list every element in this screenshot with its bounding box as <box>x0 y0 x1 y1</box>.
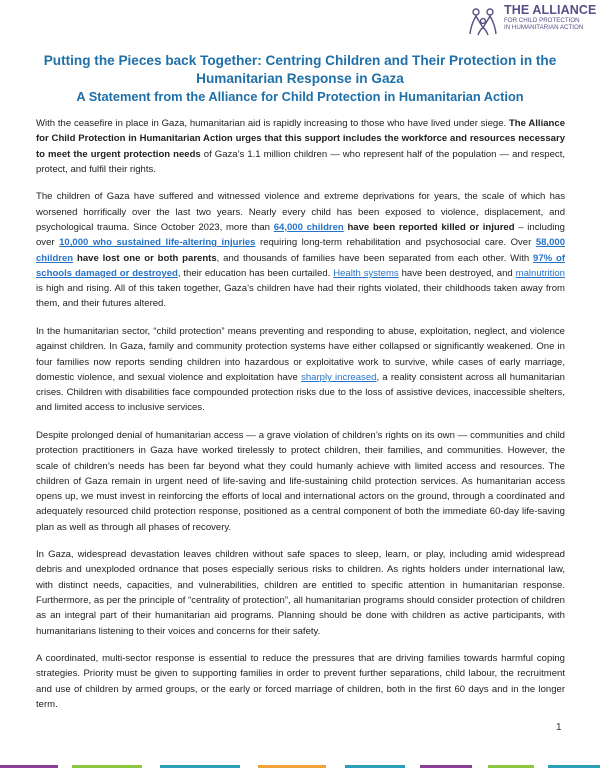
paragraph-6: A coordinated, multi-sector response is essential to reduce the pressures that are driving families towards harmful coping strategies. Priority must be given to supporting families in order to prevent further separations, child labour, the recruitment and use of children by armed groups, or the early or forced marriage of children, both in the first 60 days and in the longer term. <box>36 653 565 711</box>
footer-bar <box>488 765 534 768</box>
logo-subline-2: IN HUMANITARIAN ACTION <box>504 23 584 31</box>
link-malnutrition[interactable]: malnutrition <box>515 267 565 279</box>
link-schools-damaged[interactable]: 97% of schools damaged or destroyed <box>36 252 566 279</box>
text: have been destroyed, and <box>398 267 516 279</box>
paragraph-5: In Gaza, widespread devastation leaves children without safe spaces to sleep, learn, or play, including amid widespread debris and unexploded ordnance that poses especially serious risks to children. As rights holders under international law, with distinct needs, capacities, and vulnerabilities, children are entitled to specific attention in humanitarian response. Furthermore, as per the principle of “centrality of protection”, all humanitarian programs should consider protection of children as an integral part of their humanitarian aid programs. Planning should be done with children as active participants, with humanitarians listening to their voices and concerns for their safety. <box>36 549 565 637</box>
text: is high and rising. All of this taken together, Gaza’s children have had their rights violated, their childhoods taken away from them, and their futures altered. <box>36 283 565 310</box>
text: The children of Gaza have suffered and witnessed violence and extreme deprivations for years, the scale of which has worsened horrifically over the last two years. Nearly every child has been exposed to violence, displacement, and psychological trauma. Since October 2023, more than <box>36 191 565 233</box>
link-health-systems[interactable]: Health systems <box>333 267 399 279</box>
title-line-2: Humanitarian Response in Gaza <box>196 71 404 86</box>
link-64000-children[interactable]: 64,000 children <box>273 221 344 233</box>
text: of Gaza’s 1.1 million children — who represent half of the population — and respect, protect, and fulfil their rights. <box>36 148 565 175</box>
footer-bar <box>548 765 600 768</box>
footer-bar <box>258 765 326 768</box>
text: , a reality consistent across all humanitarian crises. Children with disabilities face compounded protection risks due to the loss of assistive devices, inaccessible shelters, and limited access to inclusive services. <box>36 371 565 414</box>
link-life-altering-injuries[interactable]: 10,000 who sustained life-altering injuries <box>59 237 256 249</box>
link-58000-children[interactable]: 58,000 children <box>36 237 566 264</box>
text: – including over <box>36 221 565 249</box>
text: In the humanitarian sector, “child protection” means preventing and responding to abuse, exploitation, neglect, and violence against children. In Gaza, family and community protection systems have either collapsed or significantly weakened. One in four families now reports sending children into hazardous or exploitative work to survive, while cases of early marriage, domestic violence, and sexual violence and exploitation have <box>36 325 565 383</box>
bold-text: have lost one or both parents <box>73 252 217 264</box>
footer-bar <box>345 765 405 768</box>
bold-text: have been reported killed or injured <box>343 221 515 233</box>
text: , and thousands of families have been separated from each other. With <box>216 252 534 264</box>
alliance-logo-icon <box>466 4 500 38</box>
footer-bar <box>0 765 58 768</box>
logo-name: THE ALLIANCE <box>504 3 597 17</box>
document-title <box>36 52 564 88</box>
body-content <box>36 116 565 725</box>
title-line-1: Putting the Pieces back Together: Centring Children and Their Protection in the <box>43 53 557 68</box>
paragraph-3 <box>36 324 565 416</box>
text: , their education has been curtailed. <box>177 267 334 279</box>
page-number: 1 <box>556 722 562 733</box>
paragraph-4: Despite prolonged denial of humanitarian access — a grave violation of children’s rights on its own — communities and child protection practitioners in Gaza have worked tirelessly to protect children, their families, and communities. However, the scale of children’s needs has been far beyond what they could humanly achieve with limited access and resources. The children of Gaza remain in urgent need of life-saving and life-sustaining child protection services. As humanitarian access opens up, we must invest in reinforcing the efforts of local and international actors on the ground, through a coordinated and adequately resourced child protection response, positioned as a central component of both the immediate 60-day life-saving plan as well as through all phases of recovery. <box>36 429 565 533</box>
document-subtitle: A Statement from the Alliance for Child Protection in Humanitarian Action <box>76 89 524 104</box>
text: requiring long-term rehabilitation and psychosocial care. Over <box>255 237 536 249</box>
alliance-logo <box>466 4 596 38</box>
paragraph-2 <box>36 189 565 311</box>
logo-subline-1: FOR CHILD PROTECTION <box>504 16 580 24</box>
link-sharply-increased[interactable]: sharply increased <box>301 371 377 383</box>
paragraph-1 <box>36 116 565 177</box>
footer-color-bars <box>0 765 600 769</box>
text: With the ceasefire in place in Gaza, humanitarian aid is rapidly increasing to those who have lived under siege. <box>36 118 509 129</box>
footer-bar <box>420 765 472 768</box>
footer-bar <box>72 765 142 768</box>
bold-text: The Alliance for Child Protection in Humanitarian Action urges that this support includes the workforce and resources necessary to meet the urgent protection needs <box>36 118 565 160</box>
footer-bar <box>160 765 240 768</box>
